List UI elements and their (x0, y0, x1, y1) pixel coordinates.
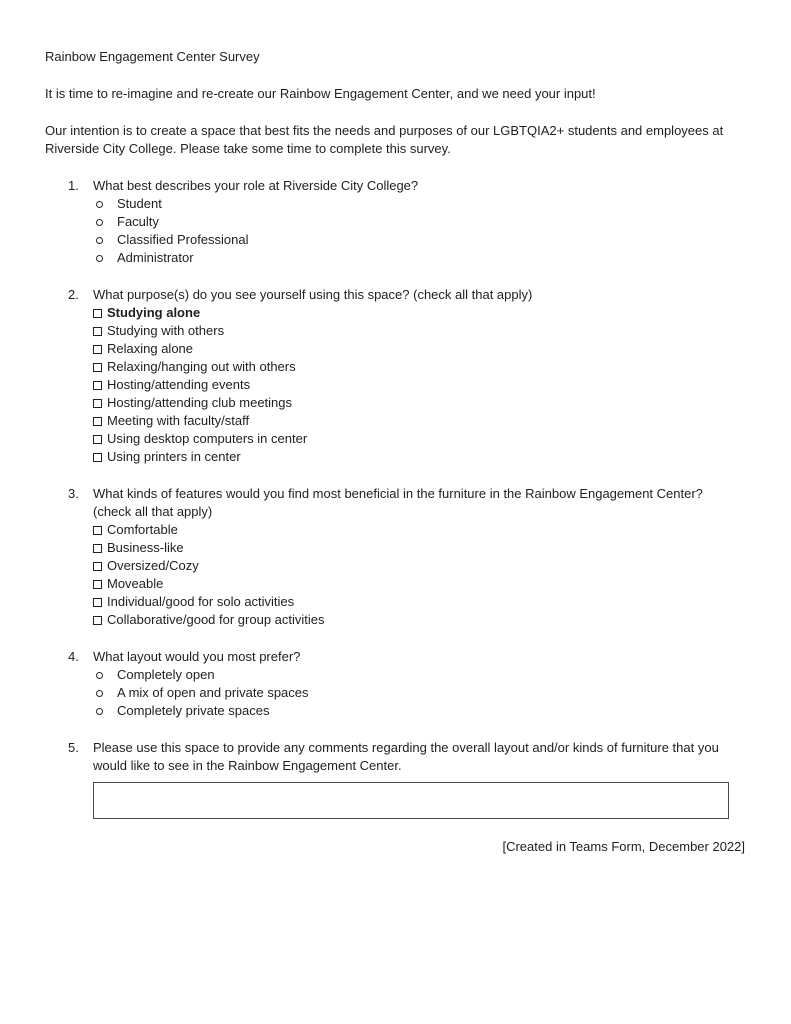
option-label: A mix of open and private spaces (117, 685, 309, 700)
radio-option-classified-professional[interactable] (96, 231, 745, 249)
option-label: Business-like (107, 540, 184, 555)
checkbox-icon[interactable] (93, 309, 102, 318)
checkbox-icon[interactable] (93, 544, 102, 553)
question-number: 1. (68, 178, 79, 193)
checkbox-icon[interactable] (93, 453, 102, 462)
comments-textbox[interactable] (93, 782, 729, 819)
option-label: Comfortable (107, 522, 178, 537)
intro-paragraph-2: Our intention is to create a space that best fits the needs and purposes of our LGBTQIA2+ students and employees at Riverside City College. Please take some time to complete this survey. (45, 123, 724, 156)
checkbox-icon[interactable] (93, 526, 102, 535)
option-label: Faculty (117, 214, 159, 229)
checkbox-icon[interactable] (93, 598, 102, 607)
checkbox-option-studying-with-others[interactable] (93, 322, 745, 340)
question-number: 4. (68, 649, 79, 664)
option-label: Completely open (117, 667, 215, 682)
question-text: Please use this space to provide any comments regarding the overall layout and/or kinds of furniture that you would like to see in the Rainbow Engagement Center. (93, 740, 719, 773)
radio-icon[interactable] (96, 237, 103, 244)
checkbox-option-meeting-faculty-staff[interactable] (93, 412, 745, 430)
option-label: Individual/good for solo activities (107, 594, 295, 609)
checkbox-option-relaxing-hanging-out[interactable] (93, 358, 745, 376)
checkbox-option-hosting-events[interactable] (93, 376, 745, 394)
option-label: Studying with others (107, 323, 225, 338)
option-label: Relaxing/hanging out with others (107, 359, 296, 374)
checkbox-icon[interactable] (93, 417, 102, 426)
radio-option-completely-open[interactable] (96, 666, 745, 684)
checkbox-icon[interactable] (93, 327, 102, 336)
radio-option-administrator[interactable] (96, 249, 745, 267)
question-1 (45, 177, 745, 267)
question-3 (45, 485, 745, 629)
option-label: Oversized/Cozy (107, 558, 199, 573)
option-label: Classified Professional (117, 232, 249, 247)
checkbox-icon[interactable] (93, 363, 102, 372)
radio-icon[interactable] (96, 672, 103, 679)
checkbox-icon[interactable] (93, 399, 102, 408)
radio-option-completely-private[interactable] (96, 702, 745, 720)
checkbox-icon[interactable] (93, 381, 102, 390)
checkbox-option-studying-alone[interactable] (93, 304, 745, 322)
checkbox-option-business-like[interactable] (93, 539, 745, 557)
checkbox-option-printers[interactable] (93, 448, 745, 466)
checkbox-option-collaborative-group[interactable] (93, 611, 745, 629)
checkbox-option-relaxing-alone[interactable] (93, 340, 745, 358)
radio-icon[interactable] (96, 201, 103, 208)
checkbox-icon[interactable] (93, 562, 102, 571)
option-label: Student (117, 196, 162, 211)
question-4-heading (68, 648, 745, 666)
option-label: Meeting with faculty/staff (107, 413, 250, 428)
question-text: What layout would you most prefer? (93, 649, 301, 664)
radio-icon[interactable] (96, 219, 103, 226)
footer-attribution: [Created in Teams Form, December 2022] (502, 839, 745, 854)
question-text: What kinds of features would you find most beneficial in the furniture in the Rainbow Engagement Center? (check all that apply) (93, 486, 703, 519)
question-number: 2. (68, 287, 79, 302)
checkbox-icon[interactable] (93, 345, 102, 354)
option-label: Using desktop computers in center (107, 431, 308, 446)
checkbox-icon[interactable] (93, 580, 102, 589)
checkbox-icon[interactable] (93, 435, 102, 444)
option-label: Using printers in center (107, 449, 241, 464)
page-title: Rainbow Engagement Center Survey (45, 49, 260, 64)
intro-paragraph-1: It is time to re-imagine and re-create our Rainbow Engagement Center, and we need your input! (45, 86, 596, 101)
checkbox-option-comfortable[interactable] (93, 521, 745, 539)
radio-option-faculty[interactable] (96, 213, 745, 231)
radio-option-mix-open-private[interactable] (96, 684, 745, 702)
question-text: What purpose(s) do you see yourself using this space? (check all that apply) (93, 287, 533, 302)
question-number: 5. (68, 740, 79, 755)
radio-icon[interactable] (96, 708, 103, 715)
option-label: Collaborative/good for group activities (107, 612, 325, 627)
option-label: Administrator (117, 250, 194, 265)
radio-icon[interactable] (96, 255, 103, 262)
option-label: Hosting/attending events (107, 377, 251, 392)
checkbox-option-oversized-cozy[interactable] (93, 557, 745, 575)
question-5 (45, 739, 745, 819)
checkbox-option-moveable[interactable] (93, 575, 745, 593)
checkbox-option-hosting-club-meetings[interactable] (93, 394, 745, 412)
option-label: Relaxing alone (107, 341, 194, 356)
question-1-heading (68, 177, 745, 195)
question-2-heading (68, 286, 745, 304)
question-3-heading (68, 485, 745, 521)
checkbox-option-individual-solo[interactable] (93, 593, 745, 611)
question-2 (45, 286, 745, 466)
question-text: What best describes your role at Riverside City College? (93, 178, 419, 193)
question-5-heading (68, 739, 745, 775)
option-label: Moveable (107, 576, 164, 591)
radio-option-student[interactable] (96, 195, 745, 213)
checkbox-option-desktop-computers[interactable] (93, 430, 745, 448)
checkbox-icon[interactable] (93, 616, 102, 625)
radio-icon[interactable] (96, 690, 103, 697)
option-label: Completely private spaces (117, 703, 270, 718)
question-number: 3. (68, 486, 79, 501)
option-label: Hosting/attending club meetings (107, 395, 293, 410)
option-label: Studying alone (107, 305, 201, 320)
question-4 (45, 648, 745, 720)
